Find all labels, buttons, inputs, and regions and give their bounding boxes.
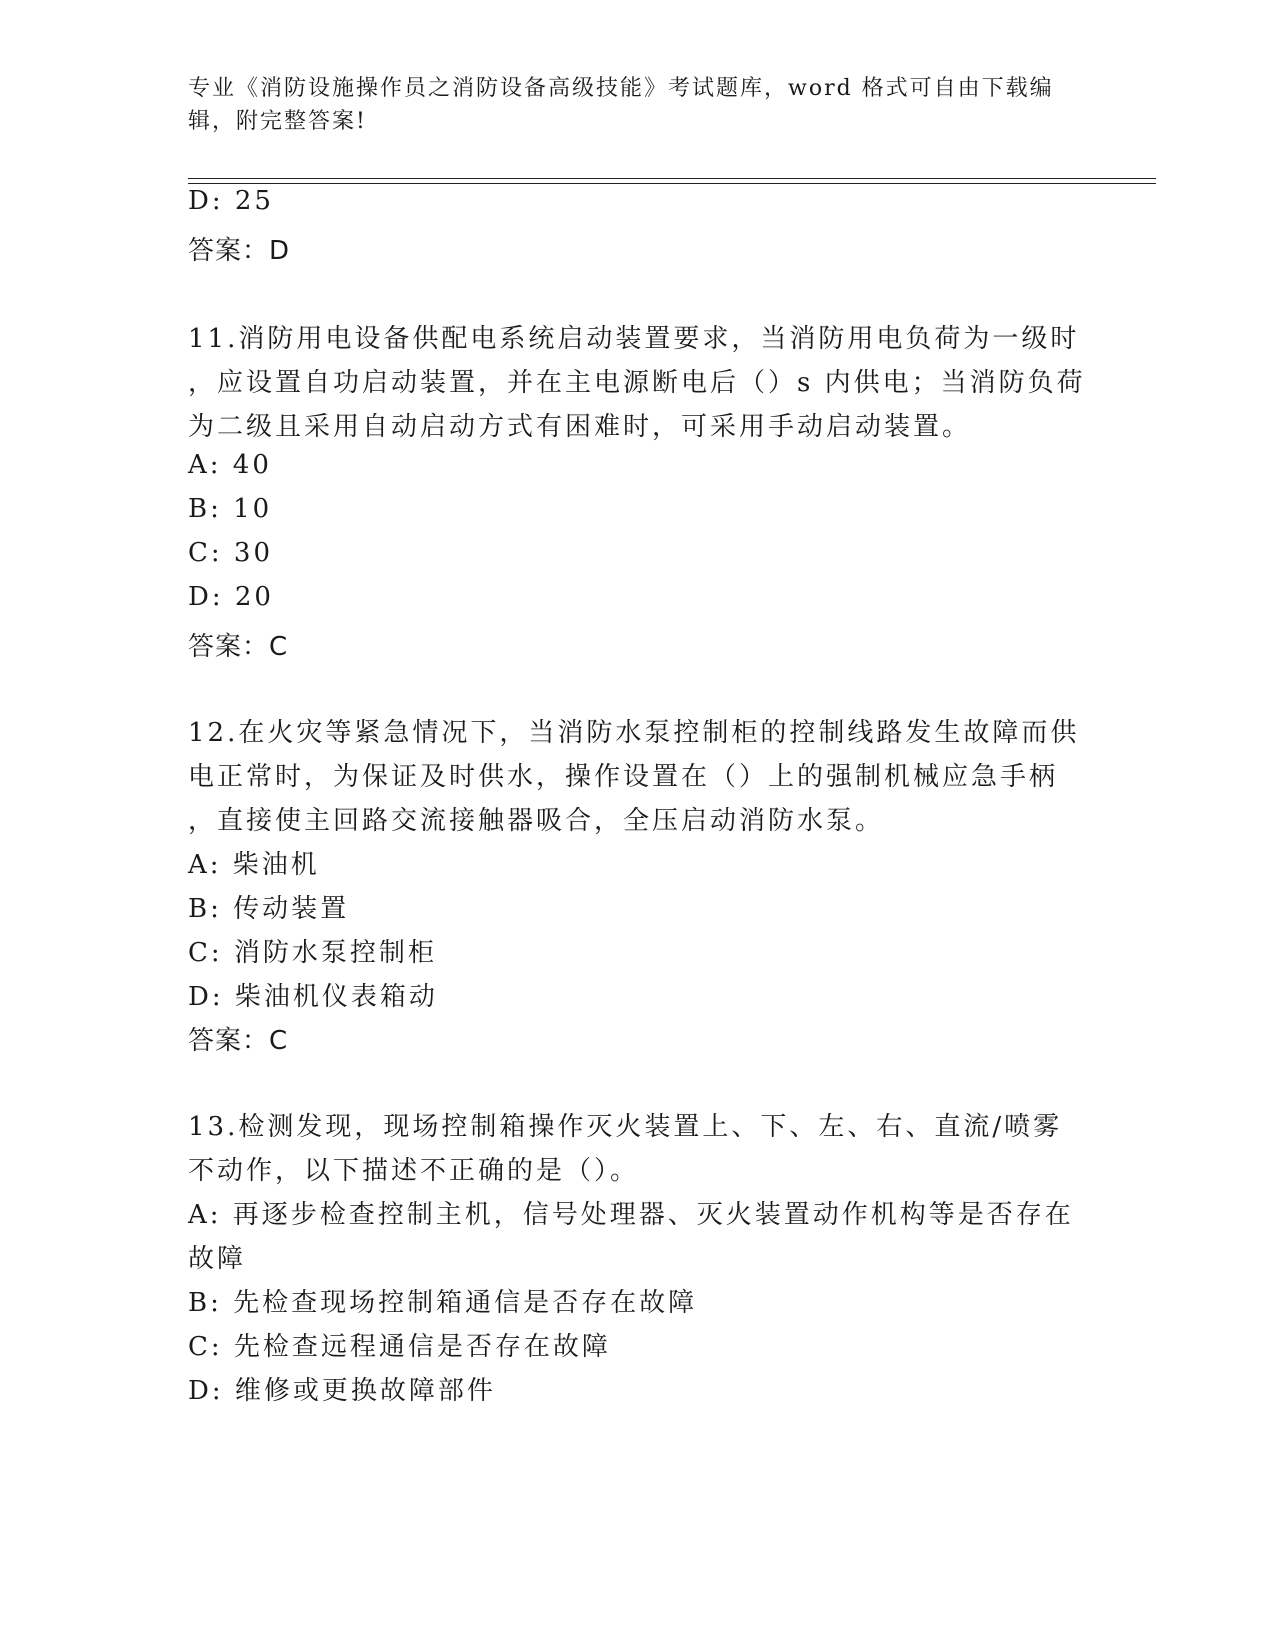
q12-answer: 答案：C <box>188 1026 289 1056</box>
q13-option-c: C: 先检查远程通信是否存在故障 <box>188 1332 611 1362</box>
q13-option-b: B: 先检查现场控制箱通信是否存在故障 <box>188 1288 698 1318</box>
q12-option-b: B: 传动装置 <box>188 894 350 924</box>
q11-option-c: C: 30 <box>188 538 274 568</box>
header-line-1: 专业《消防设施操作员之消防设备高级技能》考试题库，word 格式可自由下载编 <box>188 76 1054 101</box>
header-line-2: 辑，附完整答案! <box>188 109 367 134</box>
header-divider-bottom <box>188 183 1156 184</box>
q13-text-line-2: 不动作，以下描述不正确的是（）。 <box>188 1156 640 1186</box>
q12-option-c: C: 消防水泵控制柜 <box>188 938 437 968</box>
q12-text-line-2: 电正常时，为保证及时供水，操作设置在（）上的强制机械应急手柄 <box>188 762 1059 792</box>
q13-option-a-line-2: 故障 <box>188 1244 247 1274</box>
prev-answer: 答案：D <box>188 236 291 266</box>
q11-text-line-1: 11.消防用电设备供配电系统启动装置要求，当消防用电负荷为一级时 <box>188 324 1080 354</box>
prev-option-d: D: 25 <box>188 186 274 216</box>
header-divider-top <box>188 178 1156 179</box>
q12-option-a: A: 柴油机 <box>188 850 320 880</box>
q11-text-line-2: ，应设置自功启动装置，并在主电源断电后（）s 内供电；当消防负荷 <box>188 368 1086 398</box>
q11-option-b: B: 10 <box>188 494 273 524</box>
q11-text-line-3: 为二级且采用自动启动方式有困难时，可采用手动启动装置。 <box>188 412 972 442</box>
q13-option-d: D: 维修或更换故障部件 <box>188 1376 496 1406</box>
q12-option-d: D: 柴油机仪表箱动 <box>188 982 438 1012</box>
q12-text-line-3: ，直接使主回路交流接触器吸合，全压启动消防水泵。 <box>188 806 885 836</box>
q13-option-a-line-1: A: 再逐步检查控制主机，信号处理器、灭火装置动作机构等是否存在 <box>188 1200 1074 1230</box>
document-header <box>188 72 1088 138</box>
q11-answer: 答案：C <box>188 632 289 662</box>
q11-option-a: A: 40 <box>188 450 272 480</box>
q11-option-d: D: 20 <box>188 582 274 612</box>
q13-text-line-1: 13.检测发现，现场控制箱操作灭火装置上、下、左、右、直流/喷雾 <box>188 1112 1063 1142</box>
q12-text-line-1: 12.在火灾等紧急情况下，当消防水泵控制柜的控制线路发生故障而供 <box>188 718 1080 748</box>
